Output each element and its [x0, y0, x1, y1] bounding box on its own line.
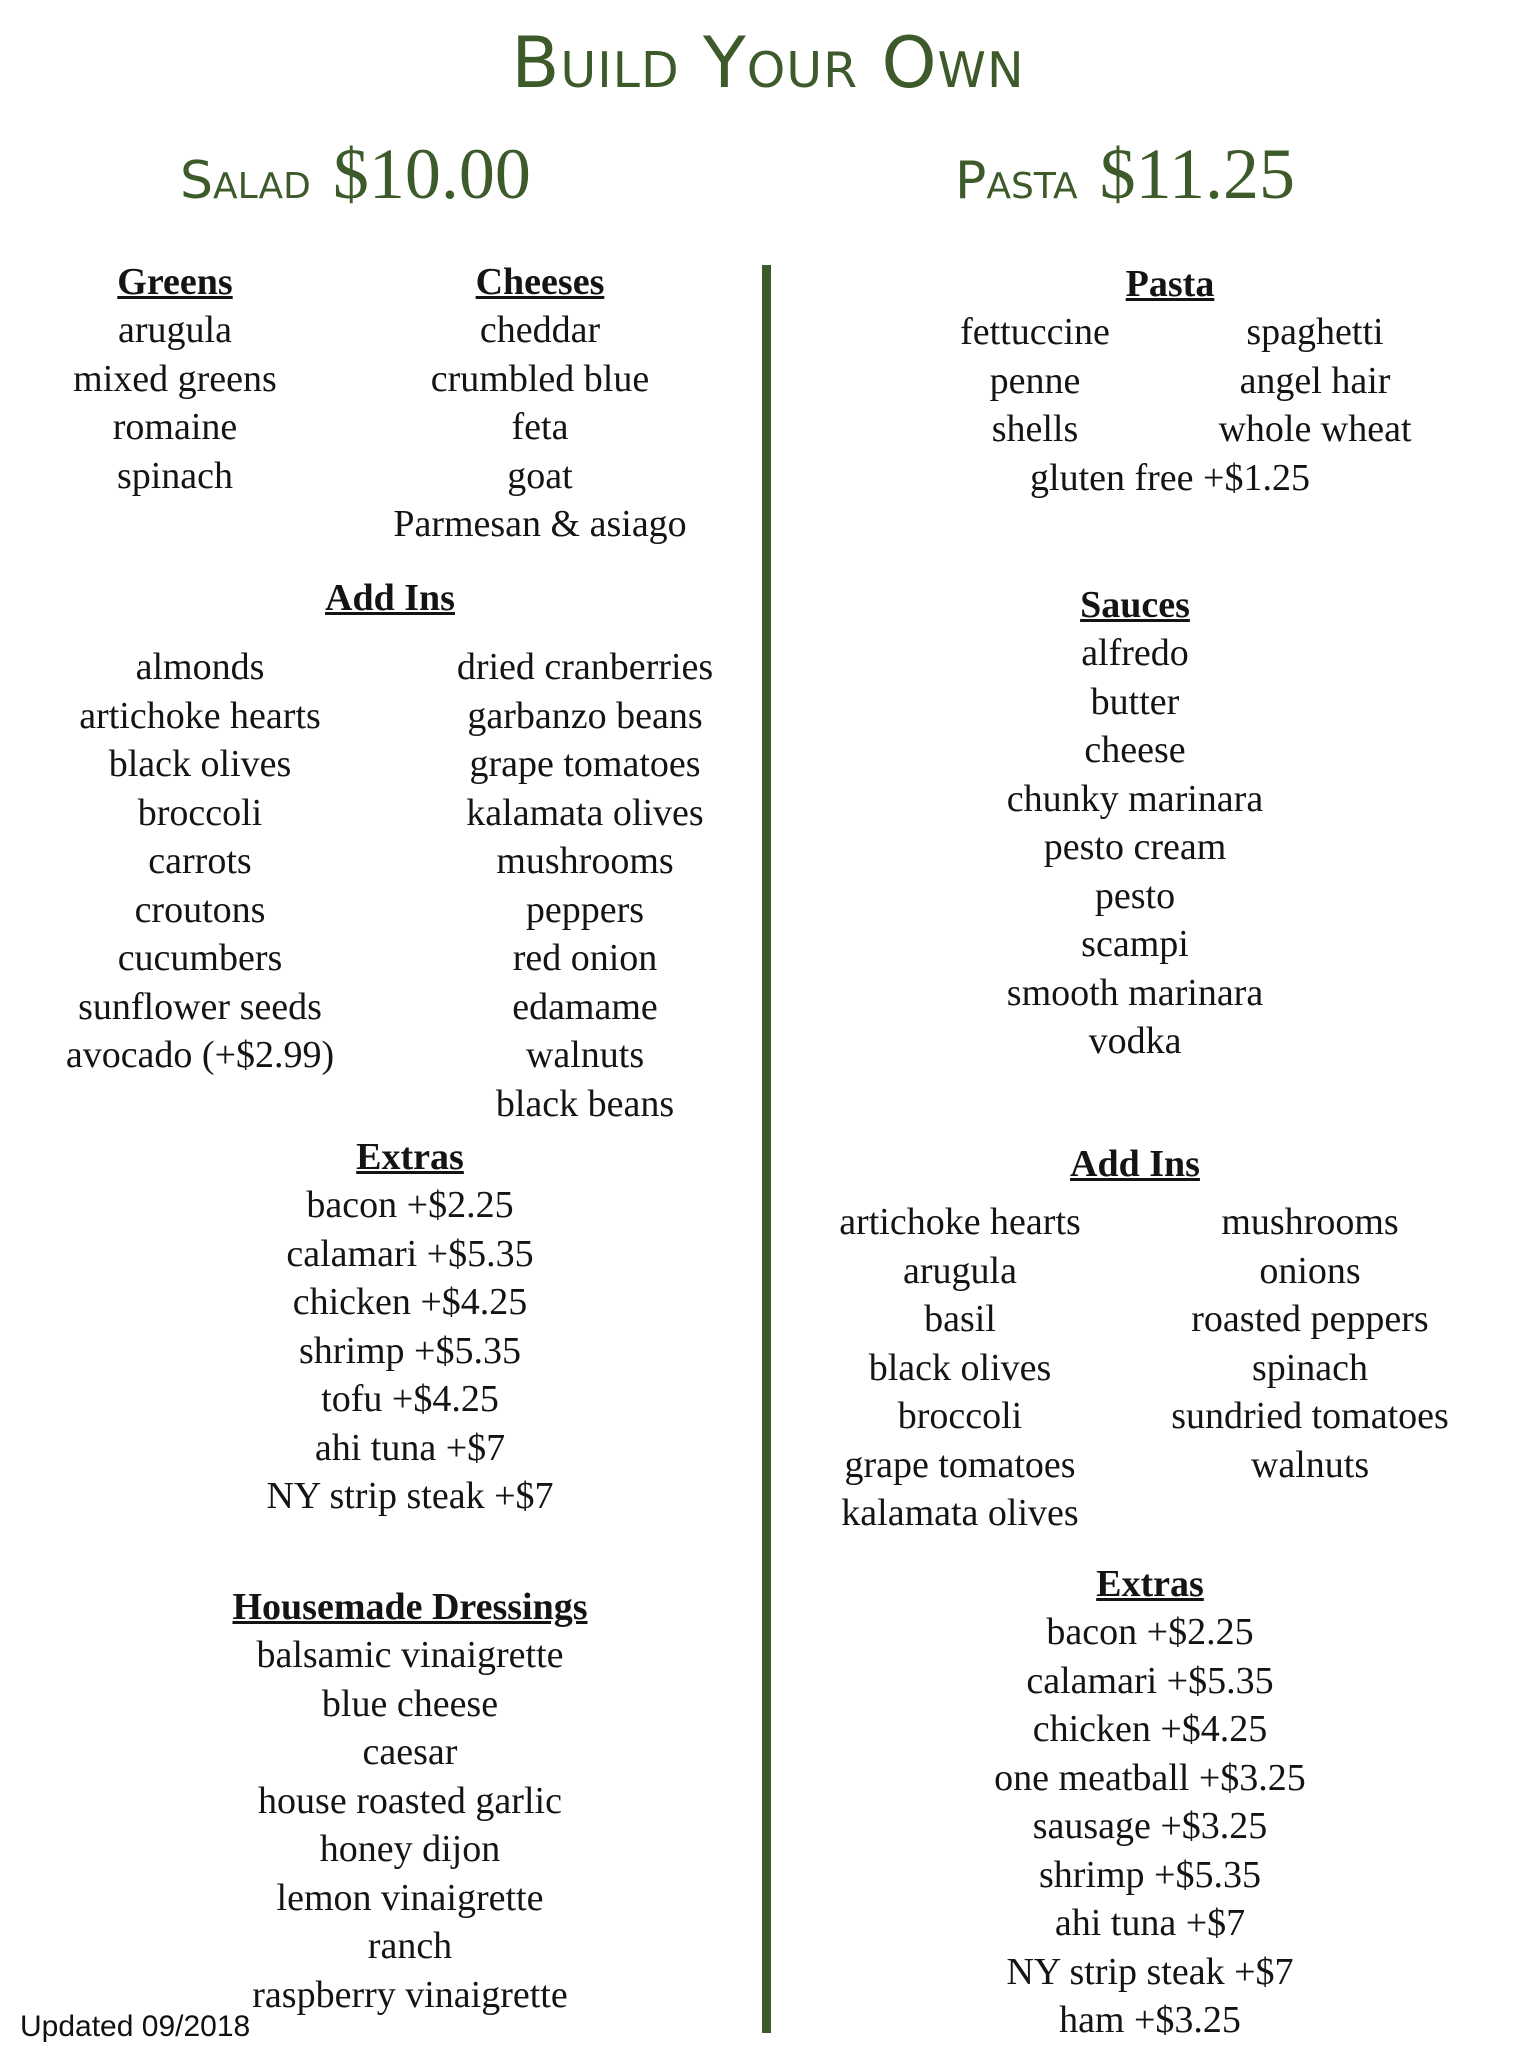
menu-item: NY strip steak +$7 — [1006, 1950, 1294, 1993]
menu-item: dried cranberries — [456, 646, 714, 688]
salad-label: Salad — [180, 151, 311, 211]
greens-list — [30, 306, 320, 500]
pasta-header — [955, 134, 1295, 214]
menu-item: grape tomatoes — [469, 743, 701, 785]
cheeses-list — [340, 306, 740, 549]
menu-item: shrimp +$5.35 — [299, 1329, 521, 1372]
menu-item: sausage +$3.25 — [1032, 1805, 1268, 1847]
menu-item: mixed greens — [73, 357, 277, 400]
menu-item: red onion — [512, 937, 658, 979]
menu-item: sundried tomatoes — [1171, 1395, 1449, 1437]
menu-item: smooth marinara — [1006, 971, 1264, 1014]
menu-item: penne — [989, 359, 1081, 402]
extras-list — [200, 1181, 620, 1521]
menu-item: mushrooms — [1221, 1201, 1399, 1243]
pasta-list-right — [1165, 308, 1465, 454]
menu-item: ahi tuna +$7 — [314, 1426, 506, 1469]
dressings-list — [160, 1631, 660, 2019]
section-heading: Add Ins — [1070, 1143, 1200, 1185]
menu-item: kalamata olives — [466, 791, 704, 834]
salad-extras-section — [200, 1133, 620, 1521]
sauces-list — [935, 629, 1335, 1066]
menu-item: blue cheese — [321, 1682, 499, 1725]
menu-item: lemon vinaigrette — [276, 1876, 544, 1919]
salad-header — [180, 134, 531, 214]
gluten-free-option: gluten free +$1.25 — [1030, 457, 1310, 499]
pasta-add-ins-left — [800, 1198, 1120, 1538]
pasta-label: Pasta — [955, 151, 1078, 211]
pasta-types-heading-wrap — [900, 260, 1440, 308]
section-heading: Add Ins — [325, 577, 455, 619]
menu-item: chicken +$4.25 — [292, 1281, 528, 1323]
menu-item: caesar — [362, 1731, 458, 1773]
menu-item: artichoke hearts — [79, 694, 321, 737]
menu-item: house roasted garlic — [258, 1779, 562, 1822]
menu-item: raspberry vinaigrette — [252, 1973, 568, 2016]
menu-item: romaine — [112, 406, 238, 448]
menu-item: feta — [511, 406, 569, 448]
section-heading: Cheeses — [475, 261, 605, 303]
menu-item: spaghetti — [1246, 311, 1384, 353]
menu-item: walnuts — [1250, 1443, 1370, 1486]
menu-item: black olives — [108, 743, 292, 785]
menu-item: avocado (+$2.99) — [65, 1034, 335, 1076]
menu-item: kalamata olives — [841, 1492, 1079, 1534]
menu-item: shells — [991, 408, 1079, 450]
menu-item: peppers — [525, 888, 645, 931]
salad-add-ins-heading-wrap — [240, 574, 540, 622]
menu-item: chunky marinara — [1006, 777, 1264, 820]
pasta-extras-section — [940, 1560, 1360, 2045]
menu-item: scampi — [1081, 923, 1189, 965]
salad-dressings-section — [160, 1583, 660, 2019]
page-title: Build Your Own — [511, 22, 1025, 104]
pasta-add-ins-heading-wrap — [935, 1140, 1335, 1188]
menu-item: Parmesan & asiago — [393, 503, 687, 545]
salad-cheeses-section — [340, 258, 740, 549]
add-ins-list-left — [20, 643, 380, 1080]
menu-item: sunflower seeds — [78, 985, 322, 1028]
menu-item: NY strip steak +$7 — [266, 1475, 554, 1517]
menu-item: goat — [507, 454, 573, 497]
menu-item: calamari +$5.35 — [286, 1232, 534, 1275]
menu-item: one meatball +$3.25 — [994, 1756, 1306, 1799]
menu-item: crumbled blue — [430, 357, 650, 400]
menu-item: croutons — [134, 888, 266, 931]
menu-item: edamame — [512, 985, 658, 1028]
menu-item: onions — [1259, 1249, 1361, 1292]
menu-item: broccoli — [897, 1395, 1023, 1437]
add-ins-list-left — [800, 1198, 1120, 1538]
menu-item: calamari +$5.35 — [1026, 1659, 1274, 1702]
pasta-list-left — [905, 308, 1165, 454]
menu-item: balsamic vinaigrette — [256, 1634, 564, 1676]
menu-item: spinach — [1251, 1346, 1369, 1389]
add-ins-list-right — [1130, 1198, 1490, 1489]
pasta-add-ins-right — [1130, 1198, 1490, 1489]
menu-item: almonds — [135, 646, 265, 688]
menu-item: butter — [1090, 680, 1180, 723]
section-heading: Housemade Dressings — [232, 1586, 588, 1628]
column-divider — [762, 265, 771, 2033]
menu-item: pesto cream — [1043, 826, 1227, 868]
section-heading: Extras — [356, 1136, 464, 1178]
menu-item: mushrooms — [496, 840, 674, 882]
menu-item: grape tomatoes — [844, 1443, 1076, 1486]
menu-item: arugula — [903, 1249, 1017, 1292]
menu-item: cucumbers — [117, 937, 283, 979]
menu-item: cheddar — [479, 309, 601, 351]
section-heading: Greens — [117, 261, 233, 303]
menu-item: vodka — [1088, 1020, 1182, 1062]
menu-item: cheese — [1084, 729, 1186, 771]
menu-item: angel hair — [1239, 359, 1391, 402]
menu-item: spinach — [116, 454, 234, 497]
menu-item: black olives — [868, 1346, 1052, 1389]
menu-item: chicken +$4.25 — [1032, 1708, 1268, 1750]
menu-item: garbanzo beans — [467, 694, 703, 737]
menu-item: fettuccine — [960, 311, 1110, 353]
menu-item: ranch — [367, 1925, 453, 1967]
menu-item: ahi tuna +$7 — [1054, 1902, 1246, 1944]
pasta-types-right — [1165, 308, 1465, 454]
pasta-sauces-section — [935, 581, 1335, 1066]
extras-list — [940, 1608, 1360, 2045]
menu-item: pesto — [1094, 874, 1176, 917]
menu-item: bacon +$2.25 — [306, 1184, 514, 1226]
menu-item: shrimp +$5.35 — [1039, 1853, 1261, 1896]
pasta-types-left — [905, 308, 1165, 454]
menu-item: artichoke hearts — [839, 1201, 1081, 1243]
salad-add-ins-left — [20, 643, 380, 1080]
menu-item: basil — [924, 1298, 996, 1340]
menu-item: tofu +$4.25 — [321, 1378, 499, 1420]
menu-item: black beans — [495, 1082, 675, 1125]
menu-item: broccoli — [137, 791, 263, 834]
salad-add-ins-right — [405, 643, 765, 1128]
menu-item: bacon +$2.25 — [1046, 1611, 1254, 1653]
pasta-price: $11.25 — [1099, 134, 1295, 214]
menu-item: arugula — [118, 309, 232, 351]
menu-item: alfredo — [1081, 632, 1189, 674]
menu-item: carrots — [148, 840, 252, 882]
section-heading: Pasta — [1125, 263, 1215, 305]
menu-item: roasted peppers — [1191, 1298, 1429, 1340]
menu-item: honey dijon — [319, 1828, 501, 1870]
salad-price: $10.00 — [332, 134, 531, 214]
section-heading: Extras — [1096, 1563, 1204, 1605]
menu-item: whole wheat — [1218, 408, 1412, 450]
add-ins-list-right — [405, 643, 765, 1128]
updated-date: Updated 09/2018 — [20, 2010, 251, 2043]
section-heading: Sauces — [1080, 584, 1190, 626]
salad-greens-section — [30, 258, 320, 500]
menu-item: ham +$3.25 — [1059, 1999, 1241, 2041]
menu-item: walnuts — [525, 1034, 645, 1076]
